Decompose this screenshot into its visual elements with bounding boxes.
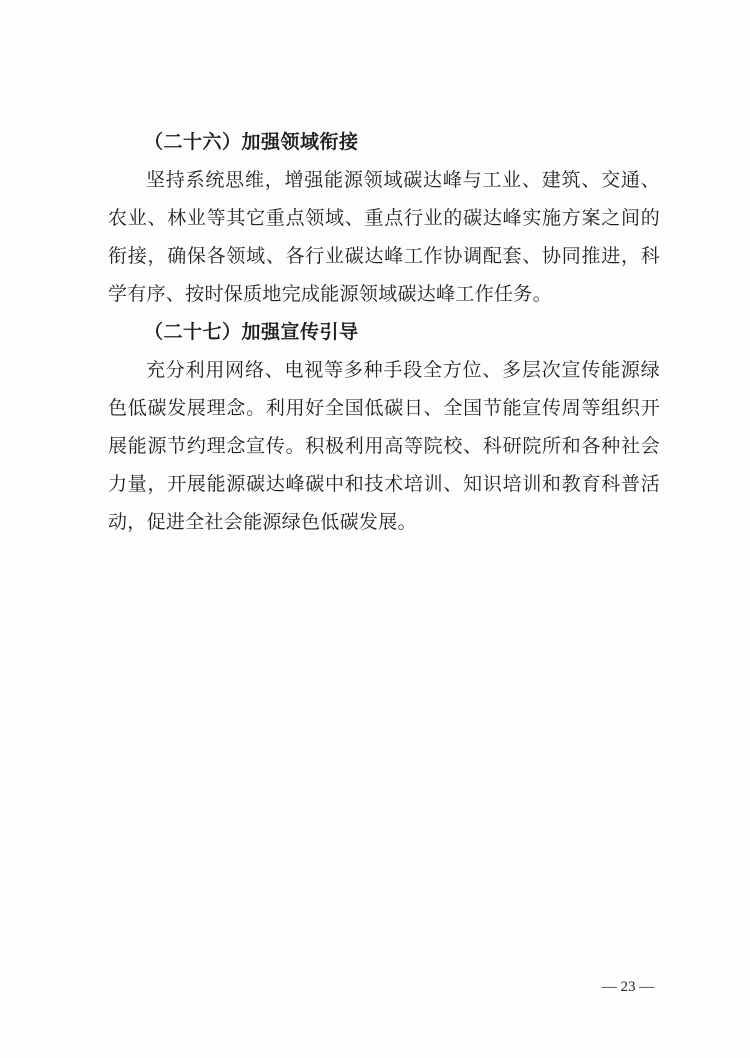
section-body-27: 充分利用网络、电视等多种手段全方位、多层次宣传能源绿色低碳发展理念。利用好全国低碳日、全国节能宣传周等组织开展能源节约理念宣传。积极利用高等院校、科研院所和各种社会力量，开展能源碳达峰碳中和技术培训、知识培训和教育科普活动，促进全社会能源绿色低碳发展。 [108, 359, 660, 533]
section-heading-27: （二十七）加强宣传引导 [144, 321, 359, 343]
section-heading-26: （二十六）加强领域衔接 [144, 131, 359, 153]
page-content [108, 123, 660, 541]
section-body-26: 坚持系统思维，增强能源领域碳达峰与工业、建筑、交通、农业、林业等其它重点领域、重点行业的碳达峰实施方案之间的衔接，确保各领域、各行业碳达峰工作协调配套、协同推进，科学有序、按时保质地完成能源领域碳达峰工作任务。 [108, 169, 660, 305]
page-number: — 23 — [601, 979, 655, 995]
